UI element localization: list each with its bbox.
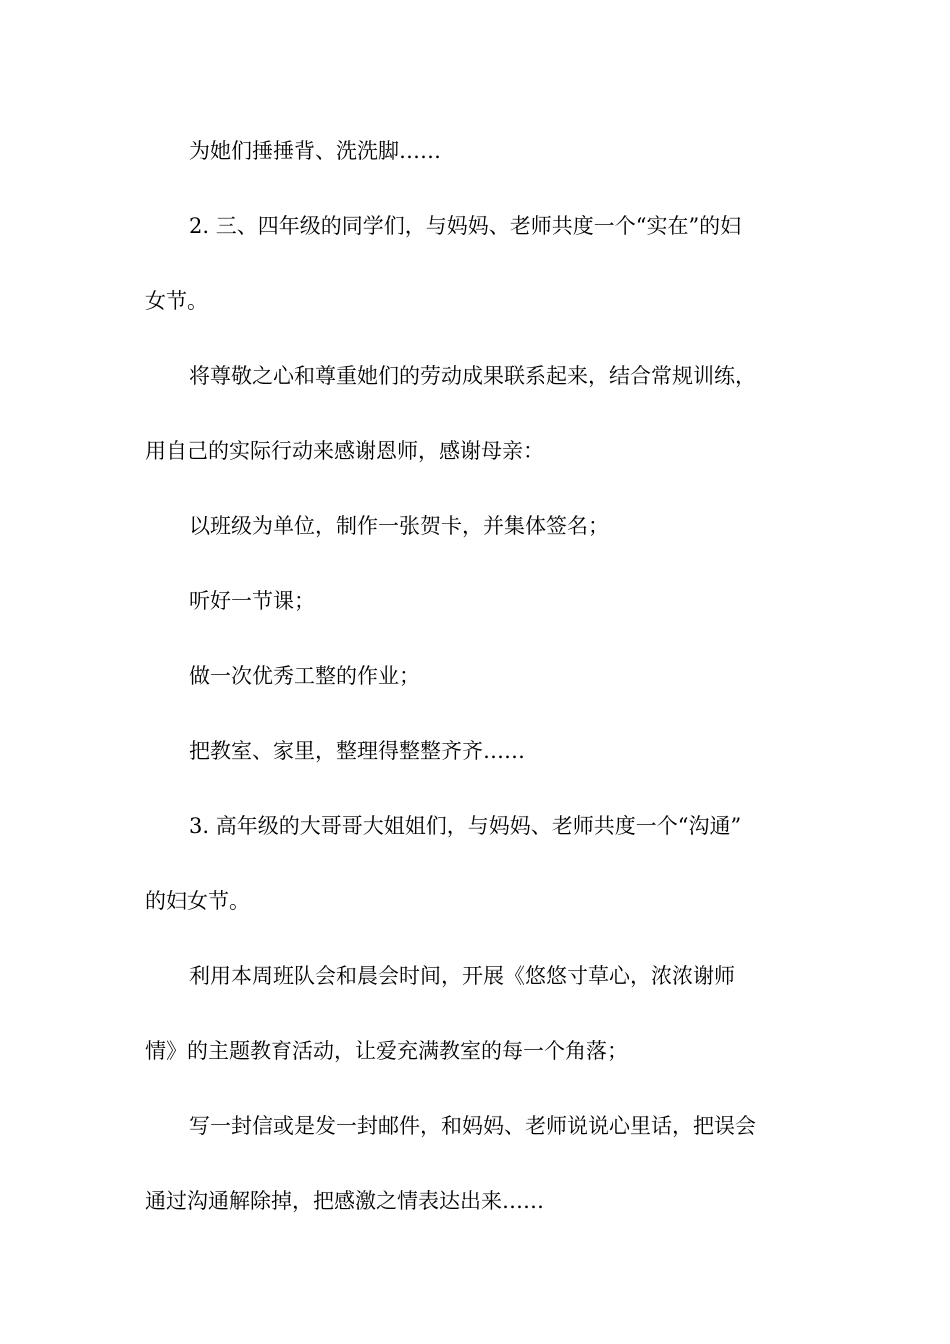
text-line: 以班级为单位，制作一张贺卡，并集体签名；: [189, 514, 609, 538]
text-line: 把教室、家里，整理得整整齐齐……: [189, 739, 525, 763]
text-line: 为她们捶捶背、洗洗脚……: [189, 139, 441, 163]
text-line: 用自己的实际行动来感谢恩师，感谢母亲：: [145, 439, 544, 463]
text-line: 利用本周班队会和晨会时间，开展《悠悠寸草心，浓浓谢师: [189, 964, 735, 988]
text-line: 将尊敬之心和尊重她们的劳动成果联系起来，结合常规训练，: [189, 364, 756, 388]
text-line: 做一次优秀工整的作业；: [189, 664, 420, 688]
text-line: 女节。: [145, 289, 208, 313]
text-line: 2. 三、四年级的同学们，与妈妈、老师共度一个“实在”的妇: [189, 214, 742, 238]
text-line: 情》的主题教育活动，让爱充满教室的每一个角落；: [145, 1039, 628, 1063]
text-line: 的妇女节。: [145, 889, 250, 913]
text-line: 听好一节课；: [189, 589, 315, 613]
text-line: 写一封信或是发一封邮件，和妈妈、老师说说心里话，把误会: [189, 1114, 756, 1138]
text-line: 3. 高年级的大哥哥大姐姐们，与妈妈、老师共度一个“沟通”: [189, 814, 742, 838]
text-line: 通过沟通解除掉，把感激之情表达出来……: [145, 1189, 544, 1213]
